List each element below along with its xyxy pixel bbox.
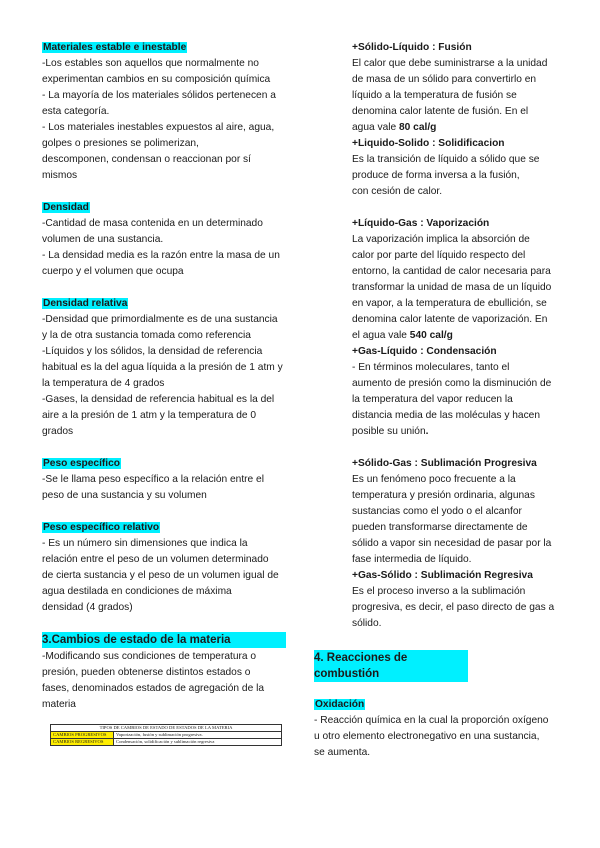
text-line: - La densidad media es la razón entre la masa de un [42, 250, 280, 261]
text-line: -Cantidad de masa contenida en un determinado [42, 218, 263, 229]
text-fragment: el agua vale [352, 330, 410, 341]
text-line: materia [42, 699, 76, 710]
heading-densidad: Densidad [43, 202, 89, 213]
table-key: CAMBIOS REGRESIVOS [51, 739, 114, 746]
right-column [314, 40, 564, 761]
text-line: fases, denominados estados de agregación de la [42, 683, 265, 694]
section-peso-especifico [42, 456, 288, 504]
section-cambios-estado [42, 632, 288, 713]
heading-peso-especifico: Peso específico [43, 458, 121, 469]
section-peso-especifico-relativo [42, 520, 288, 616]
text-line: -Se le llama peso específico a la relación entre el [42, 474, 264, 485]
heading-densidad-relativa: Densidad relativa [43, 298, 128, 309]
text-line [352, 424, 564, 440]
heading-vaporizacion: +Líquido-Gas : Vaporización [352, 218, 490, 229]
text-line: grados [42, 426, 74, 437]
text-line: sólido. [352, 618, 382, 629]
text-line: Es la transición de líquido a sólido que se [352, 154, 540, 165]
heading-combustion: 4. Reacciones de combustión [314, 650, 468, 682]
text-line: calor por parte del líquido respecto del [352, 250, 526, 261]
text-line: -Modificando sus condiciones de temperatura o [42, 651, 257, 662]
text-line: denomina calor latente de vaporización. En [352, 314, 548, 325]
period: . [425, 426, 429, 437]
text-line [352, 120, 564, 136]
text-line: densidad (4 grados) [42, 602, 133, 613]
heading-sublimacion-progresiva: +Sólido-Gas : Sublimación Progresiva [352, 458, 537, 469]
text-line: Es el proceso inverso a la sublimación [352, 586, 526, 597]
section-materiales [42, 40, 288, 184]
heading-oxidacion: Oxidación [315, 699, 365, 710]
text-line: u otro elemento electronegativo en una sustancia, [314, 731, 540, 742]
text-line: - La mayoría de los materiales sólidos pertenecen a [42, 90, 276, 101]
text-line: progresiva, es decir, el paso directo de gas a [352, 602, 555, 613]
text-line: sólido a vapor sin necesidad de pasar por la [352, 538, 552, 549]
value-vaporizacion: 540 cal/g [409, 330, 453, 341]
section-sublimacion-progresiva [352, 456, 564, 568]
section-vaporizacion [352, 216, 564, 344]
text-line: produce de forma inversa a la fusión, [352, 170, 520, 181]
section-oxidacion [314, 697, 564, 761]
heading-sublimacion-regresiva: +Gas-Sólido : Sublimación Regresiva [352, 570, 533, 581]
text-line: - Reacción química en la cual la proporción oxígeno [314, 715, 549, 726]
heading-peso-especifico-relativo: Peso específico relativo [43, 522, 160, 533]
text-line: mismos [42, 170, 78, 181]
section-combustion [314, 650, 564, 683]
text-line: la temperatura de 4 grados [42, 378, 165, 389]
text-line: agua destilada en condiciones de máxima [42, 586, 232, 597]
text-line: habitual es la del agua líquida a la presión de 1 atm y [42, 362, 283, 373]
table-value: Condensación, solidificación y sublimación regresiva [114, 739, 282, 746]
text-line: entorno, la cantidad de calor necesaria para [352, 266, 551, 277]
text-line [352, 328, 564, 344]
section-condensacion [352, 344, 564, 440]
text-line: y la de otra sustancia tomada como referencia [42, 330, 251, 341]
text-line: sustancias como el yodo o el alcanfor [352, 506, 522, 517]
value-fusion: 80 cal/g [399, 122, 437, 133]
heading-materiales: Materiales estable e inestable [43, 42, 187, 53]
table-row [51, 732, 282, 739]
text-line: pueden transformarse directamente de [352, 522, 528, 533]
left-column [42, 40, 288, 713]
section-densidad-relativa [42, 296, 288, 440]
heading-fusion: +Sólido-Líquido : Fusión [352, 42, 472, 53]
text-fragment: posible su unión [352, 426, 426, 437]
table-key: CAMBIOS PROGRESIVOS [51, 732, 114, 739]
section-densidad [42, 200, 288, 280]
text-line: presión, pueden obtenerse distintos estados o [42, 667, 251, 678]
text-line: se aumenta. [314, 747, 371, 758]
text-line: -Líquidos y los sólidos, la densidad de referencia [42, 346, 263, 357]
text-fragment: agua vale [352, 122, 400, 133]
heading-condensacion: +Gas-Líquido : Condensación [352, 346, 497, 357]
text-line: experimentan cambios en su composición química [42, 74, 271, 85]
text-line: líquido a la temperatura de fusión se [352, 90, 517, 101]
text-line: transformar la unidad de masa de un líquido [352, 282, 552, 293]
text-line: en vapor, a la temperatura de ebullición, se [352, 298, 547, 309]
text-line: denomina calor latente de fusión. En el [352, 106, 529, 117]
text-line: aire a la presión de 1 atm y la temperatura de 0 [42, 410, 257, 421]
text-line: relación entre el peso de un volumen determinado [42, 554, 269, 565]
text-line: -Densidad que primordialmente es de una sustancia [42, 314, 278, 325]
text-line: El calor que debe suministrarse a la unidad [352, 58, 548, 69]
text-line: volumen de una sustancia. [42, 234, 164, 245]
text-line: - En términos moleculares, tanto el [352, 362, 510, 373]
section-sublimacion-regresiva [352, 568, 564, 632]
text-line: de cierta sustancia y el peso de un volumen igual de [42, 570, 279, 581]
heading-solidificacion: +Liquido-Solido : Solidificacion [352, 138, 505, 149]
table-row [51, 739, 282, 746]
cambios-estado-table [50, 724, 282, 746]
text-line: -Los estables son aquellos que normalmente no [42, 58, 259, 69]
section-fusion [352, 40, 564, 136]
section-solidificacion [352, 136, 564, 200]
text-line: temperatura y presión ordinaria, algunas [352, 490, 535, 501]
text-line: cuerpo y el volumen que ocupa [42, 266, 184, 277]
table-value: Vaporización, fusión y sublimación progresiva. [114, 732, 282, 739]
text-line: fase intermedia de líquido. [352, 554, 472, 565]
text-line: -Gases, la densidad de referencia habitual es la del [42, 394, 275, 405]
heading-cambios-estado: 3.Cambios de estado de la materia [42, 632, 286, 648]
text-line: con cesión de calor. [352, 186, 443, 197]
table-header-row [51, 725, 282, 732]
text-line: distancia media de las moléculas y hacen [352, 410, 541, 421]
text-line: - Los materiales inestables expuestos al aire, agua, [42, 122, 275, 133]
text-line: Es un fenómeno poco frecuente a la [352, 474, 516, 485]
text-line: aumento de presión como la disminución de [352, 378, 552, 389]
text-line: de masa de un sólido para convertirlo en [352, 74, 537, 85]
text-line: descomponen, condensan o reaccionan por sí [42, 154, 251, 165]
text-line: - Es un número sin dimensiones que indica la [42, 538, 248, 549]
text-line: golpes o presiones se polimerizan, [42, 138, 199, 149]
table-header: TIPOS DE CAMBIOS DE ESTADO DE ESTADOS DE LA MATERIA [51, 725, 282, 732]
text-line: esta categoría. [42, 106, 110, 117]
text-line: La vaporización implica la absorción de [352, 234, 530, 245]
text-line: peso de una sustancia y su volumen [42, 490, 207, 501]
text-line: la temperatura del vapor reducen la [352, 394, 513, 405]
